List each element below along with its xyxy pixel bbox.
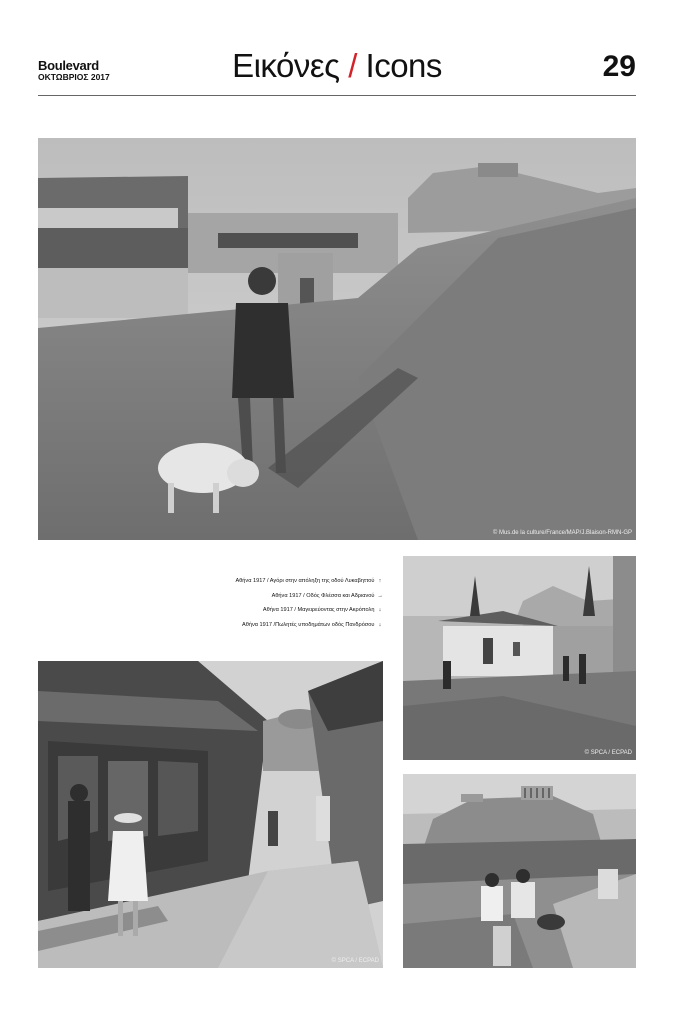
arrow-down-icon: ↓ [378,607,382,613]
arrow-up-icon: ↑ [378,578,382,584]
title-english: Icons [365,47,442,84]
photo-boy-with-lamb [38,138,636,540]
arrow-right-icon: → [377,592,383,599]
photo-credit: © SPCA / ECPAD [584,750,632,756]
title-greek: Εικόνες [232,47,340,84]
photo-credit: © SPCA / ECPAD [331,958,379,964]
caption-text: Αθήνα 1917 /Πωλητές υποδημάτων οδός Πανδρόσου [242,621,375,628]
caption-line [150,574,384,589]
issue-date: ΟΚΤΩΒΡΙΟΣ 2017 [38,72,110,82]
photo-credit: © Mus.de la culture/France/MAP/J.Blaison-RMN-GP [492,530,632,536]
photo-shoe-sellers-pandrosou [38,661,383,968]
photo-cooking-acropolis [403,774,636,968]
caption-line [150,603,384,618]
page-title [0,48,674,84]
caption-text: Αθήνα 1917 / Αγόρι στην απόληξη της οδού Λυκαβηττού [235,578,375,584]
photo-street-flessa-adrianou [403,556,636,760]
arrow-down-icon: ↓ [378,621,382,628]
title-separator: / [348,47,357,84]
caption-text: Αθήνα 1917 / Οδός Φλέσσα και Αδριανού [271,592,375,599]
photo-boy-with-lamb-image [38,138,636,540]
photo-captions [150,574,384,632]
caption-line [150,589,384,604]
caption-text: Αθήνα 1917 / Μαγειρεύοντας στην Ακρόπολη [262,607,375,613]
photo-street-image [403,556,636,760]
photo-acropolis-image [403,774,636,968]
photo-market-image [38,661,383,968]
magazine-brand: Boulevard [38,58,99,73]
caption-line [150,618,384,633]
header-divider [38,95,636,96]
page-number: 29 [602,50,636,83]
